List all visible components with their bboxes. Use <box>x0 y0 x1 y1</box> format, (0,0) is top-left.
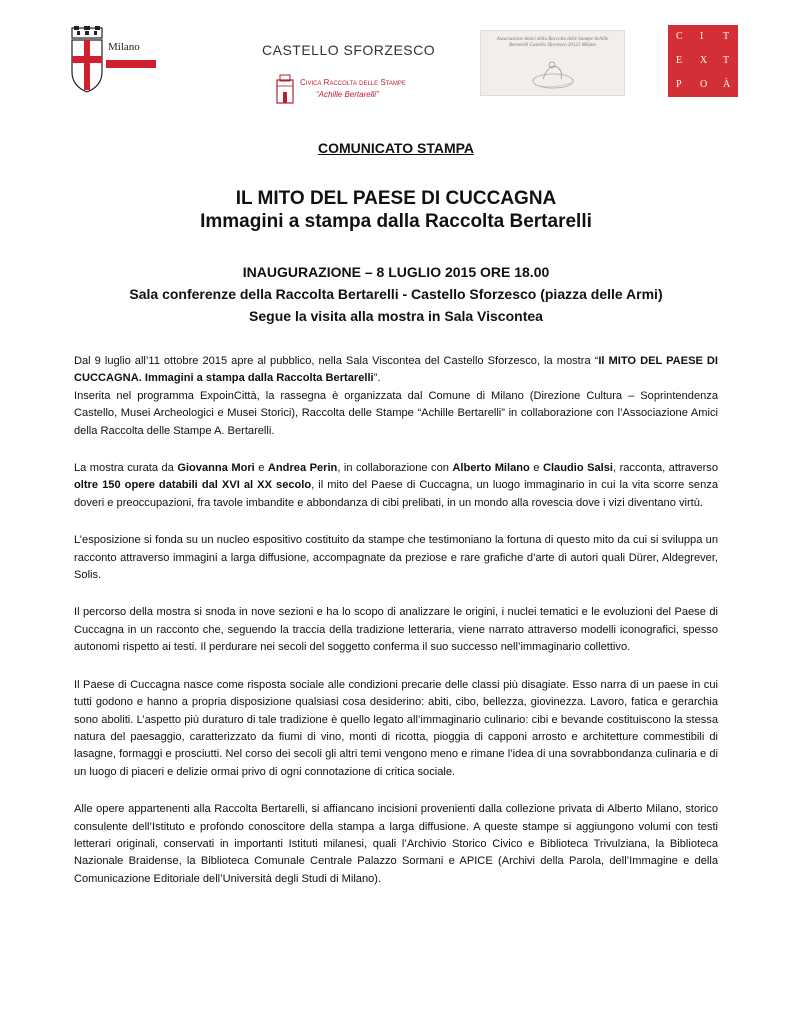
body-text <box>74 353 718 888</box>
milano-logo <box>70 26 160 94</box>
citexpo-letter: C <box>676 31 683 42</box>
text-run: ”. <box>373 372 381 385</box>
inauguration-location: Sala conferenze della Raccolta Bertarelli - Castello Sforzesco (piazza delle Armi) <box>129 286 663 302</box>
citexpo-letter: I <box>700 31 704 42</box>
document-label: COMUNICATO STAMPA <box>317 140 475 156</box>
associazione-text: Associazione Amici della Raccolta delle Stampe Achille Bertarelli Castello Sforzesco 20121 Milano <box>496 37 609 48</box>
citexpo-letter: T <box>723 31 730 42</box>
associazione-amici-logo <box>480 30 625 96</box>
castello-title: CASTELLO SFORZESCO <box>262 42 436 58</box>
paragraph-curators <box>74 460 718 512</box>
inauguration-block <box>74 261 718 327</box>
text-run: La mostra curata da <box>74 462 178 475</box>
text-run: , in collaborazione con <box>337 462 453 475</box>
works-count-bold: oltre 150 opere databili dal XVI al XX secolo <box>74 479 312 492</box>
curator-name: Giovanna Mori <box>177 462 255 475</box>
paragraph-sections: Il percorso della mostra si snoda in nove sezioni e ha lo scopo di analizzare le origini, i nuclei tematici e le evoluzioni del Paese di Cuccagna in un racconto che, seguendo la traccia della tradizione letteraria, viene narrato attraverso modelli iconografici, spesso autonomi rispetto ai testi. Il perdurare nei secoli del soggetto conferma il suo successo nell’immaginario collettivo. <box>74 606 718 654</box>
main-title: IL MITO DEL PAESE DI CUCCAGNA <box>235 188 557 209</box>
paragraph-intro <box>74 353 718 440</box>
exhibition-title-bold: Il MITO DEL PAESE DI CUCCAGNA. Immagini a stampa dalla Raccolta Bertarelli <box>74 355 718 385</box>
main-subtitle: Immagini a stampa dalla Raccolta Bertarelli <box>200 211 592 232</box>
milano-coat-of-arms <box>70 26 160 94</box>
paragraph-exhibition: L’esposizione si fonda su un nucleo espositivo costituito da stampe che testimoniano la fortuna di questo mito da cui si sviluppa un racconto attraverso immagini a larga diffusione, accompagnate da preziose e rare grafiche d’arte di autori quali Dürer, Aldegrever, Solis. <box>74 534 718 582</box>
engraving-illustration-icon <box>525 53 581 91</box>
citexpo-letter: À <box>723 79 731 90</box>
paragraph-works: Alle opere appartenenti alla Raccolta Bertarelli, si affiancano incisioni provenienti dalla collezione privata di Alberto Milano, storico consulente dell’Istituto e profondo conoscitore della stampa a larga diffusione. A queste stampe si aggiungono volumi con testi letterari originali, conservati in importanti Istituti milanesi, quali l’Archivio Storico Civico e Biblioteca Trivulziana, la Biblioteca Nazionale Braidense, la Biblioteca Comunale Centrale Palazzo Sormani e APICE (Archivi della Parola, dell’Immagine e della Comunicazione Editoriale dell’Università degli Studi di Milano). <box>74 803 718 885</box>
castello-sforzesco-logo <box>262 32 437 107</box>
text-run: e <box>529 462 543 475</box>
inauguration-visit: Segue la visita alla mostra in Sala Viscontea <box>249 308 543 324</box>
collaborator-name: Alberto Milano <box>452 462 530 475</box>
curator-name: Andrea Perin <box>267 462 338 475</box>
castle-tower-icon <box>274 74 296 104</box>
logo-bar <box>0 0 791 110</box>
citexpo-letter: T <box>723 55 730 66</box>
text-run: Inserita nel programma ExpoinCittà, la rassegna è organizzata dal Comune di Milano (Direzione Cultura – Soprintendenza Castello, Musei Archeologici e Musei Storici), Raccolta delle Stampe “Achille Bertarelli” in collaborazione con l’Associazione Amici della Raccolta delle Stampe A. Bertarelli. <box>74 389 718 437</box>
text-run: Dal 9 luglio all’11 ottobre 2015 apre al pubblico, nella Sala Viscontea del Castello Sforzesco, la mostra “ <box>74 355 599 367</box>
text-run: , il mito del Paese di Cuccagna, un luogo immaginario in cui la vita scorre senza doveri e preoccupazioni, fra tavole imbandite e abbondanza di cibi prelibati, in un mondo alla rovescia dove i vizi diventano virtù. <box>74 479 718 509</box>
paragraph-cuccagna: Il Paese di Cuccagna nasce come risposta sociale alle condizioni precarie delle classi più disagiate. Esso narra di un paese in cui tutti godono e hanno a propria disposizione qualsiasi cosa desiderino: abiti, cibo, bellezza, giovinezza. Lavoro, fatica e gerarchia sono aboliti. L’aspetto più duraturo di tale tradizione è quello legato all’immaginario culinario: cibi e bevande costituiscono la stessa natura del paesaggio, caratterizzato da fiumi di vino, monti di ricotta, pioggia di capponi arrosto e architetture commestibili di lasagne, formaggi e prosciutti. Nel corso dei secoli gli altri temi vengono meno e rimane l’idea di una sovrabbondanza culinaria e di un luogo di piaceri e delizie ormai privo di ogni connotazione di critica sociale. <box>74 678 718 778</box>
citexpo-logo <box>668 25 738 97</box>
text-run: , racconta, attraverso <box>613 462 718 475</box>
citexpo-letter: E <box>676 55 683 66</box>
press-release-content <box>74 138 718 908</box>
inauguration-date: INAUGURAZIONE – 8 LUGLIO 2015 ORE 18.00 <box>242 264 550 280</box>
citexpo-letter: O <box>700 79 708 90</box>
citexpo-letter: P <box>676 79 682 90</box>
milano-label: Milano <box>108 41 140 53</box>
citexpo-letter: X <box>700 55 708 66</box>
collaborator-name: Claudio Salsi <box>542 462 614 475</box>
title-block <box>74 187 718 233</box>
text-run: e <box>254 462 268 475</box>
castello-subtitle-name: “Achille Bertarelli” <box>316 90 379 99</box>
castello-subtitle: Civica Raccolta delle Stampe <box>300 78 406 87</box>
